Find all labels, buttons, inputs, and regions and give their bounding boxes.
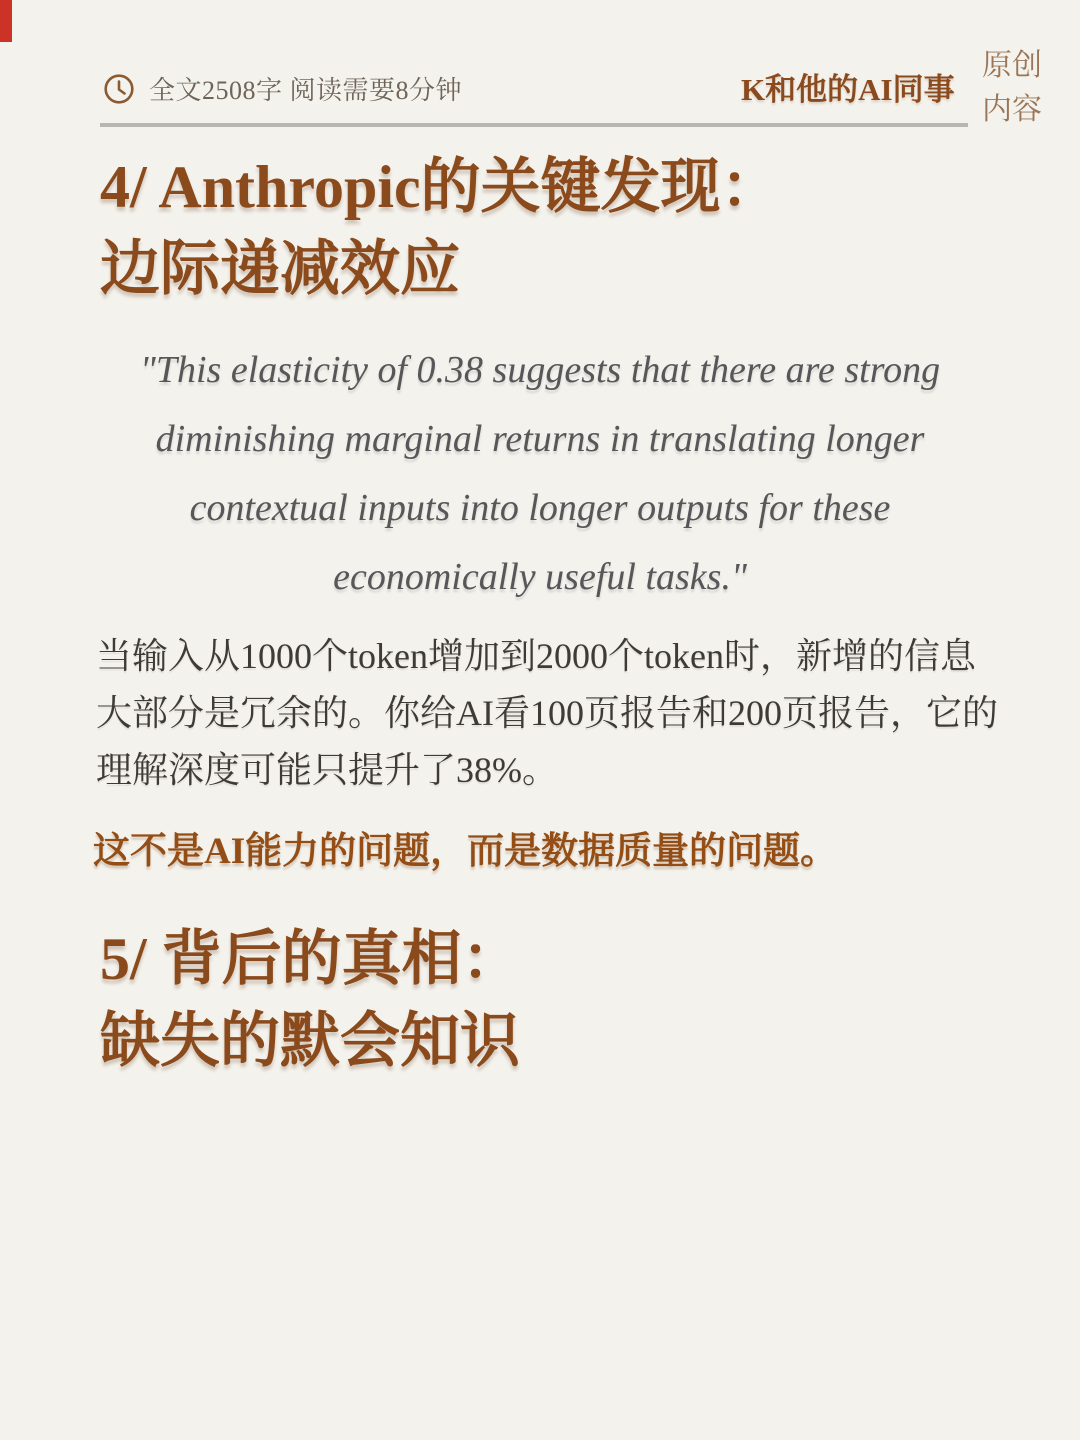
emphasis-statement: 这不是AI能力的问题，而是数据质量的问题。 [93, 831, 838, 872]
reading-time-label: 全文2508字 阅读需要8分钟 [149, 76, 463, 105]
body-line-3: 理解深度可能只提升了38%。 [96, 750, 558, 790]
original-content-line2: 内容 [982, 93, 1042, 126]
body-paragraph [96, 628, 996, 799]
section-4-heading-line2: 边际递减效应 [100, 236, 460, 302]
original-content-line1: 原创 [982, 49, 1042, 82]
quote-line-2: diminishing marginal returns in translating longer [155, 418, 925, 460]
corner-accent-mark [0, 0, 12, 42]
section-5-heading-line2: 缺失的默会知识 [100, 1008, 520, 1074]
section-5-heading [100, 918, 522, 1082]
body-line-2: 大部分是冗余的。你给AI看100页报告和200页报告，它的 [96, 693, 998, 733]
quote-line-1: "This elasticity of 0.38 suggests that there are strong [139, 349, 941, 391]
quote-line-3: contextual inputs into longer outputs for these [189, 487, 891, 529]
header-meta [103, 70, 462, 107]
section-4-heading [100, 146, 781, 310]
section-4-heading-line1: 4/ Anthropic的关键发现： [100, 154, 781, 220]
original-content-badge [982, 44, 1042, 132]
header-divider [100, 123, 968, 127]
clock-icon [103, 73, 135, 105]
quote-line-4: economically useful tasks." [333, 556, 747, 598]
brand-title: K和他的AI同事 [741, 72, 955, 107]
section-5-heading-line1: 5/ 背后的真相： [100, 926, 522, 992]
english-quote [0, 336, 1080, 612]
body-line-1: 当输入从1000个token增加到2000个token时，新增的信息 [96, 636, 976, 676]
